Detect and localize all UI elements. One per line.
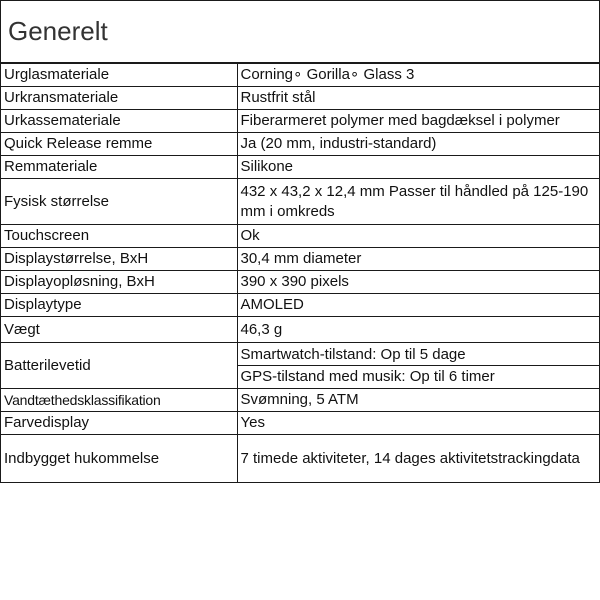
spec-value: GPS-tilstand med musik: Op til 6 timer [238,365,600,387]
table-row [1,389,599,412]
spec-label: Batterilevetid [1,343,237,389]
spec-label: Remmateriale [1,156,237,179]
spec-value: Silikone [237,156,599,179]
spec-value: 432 x 43,2 x 12,4 mm Passer til håndled på 125-190 mm i omkreds [237,179,599,225]
spec-value: Rustfrit stål [237,87,599,110]
spec-table [1,63,599,483]
spec-label: Fysisk størrelse [1,179,237,225]
table-row [1,435,599,483]
spec-label: Quick Release remme [1,133,237,156]
spec-value: 7 timede aktiviteter, 14 dages aktivitetstrackingdata [237,435,599,483]
table-row [1,179,599,225]
spec-value: 390 x 390 pixels [237,271,599,294]
spec-value: Ja (20 mm, industri-standard) [237,133,599,156]
spec-value: AMOLED [237,294,599,317]
spec-label: Urkransmateriale [1,87,237,110]
table-row [1,64,599,87]
spec-label: Vægt [1,317,237,343]
spec-value: Yes [237,412,599,435]
section-title: Generelt [1,1,599,63]
table-row [1,87,599,110]
spec-label: Indbygget hukommelse [1,435,237,483]
table-row [1,271,599,294]
spec-label: Urkassemateriale [1,110,237,133]
spec-label: Displaytype [1,294,237,317]
spec-label: Displaystørrelse, BxH [1,248,237,271]
table-row [1,156,599,179]
table-row [1,248,599,271]
table-row [1,294,599,317]
table-row [1,412,599,435]
table-row [1,110,599,133]
spec-value: Smartwatch-tilstand: Op til 5 dage [240,346,466,363]
spec-label: Displayopløsning, BxH [1,271,237,294]
spec-value: 30,4 mm diameter [237,248,599,271]
spec-value: Fiberarmeret polymer med bagdæksel i polymer [237,110,599,133]
table-row [1,343,599,389]
spec-label: Farvedisplay [1,412,237,435]
spec-label: Vandtæthedsklassifikation [1,389,237,412]
spec-label: Touchscreen [1,225,237,248]
table-row [1,225,599,248]
table-row [1,317,599,343]
table-row [1,133,599,156]
spec-value: Corning∘ Gorilla∘ Glass 3 [237,64,599,87]
spec-value: 46,3 g [237,317,599,343]
spec-label: Urglasmateriale [1,64,237,87]
spec-value-group [237,343,599,389]
spec-value: Svømning, 5 ATM [237,389,599,412]
spec-value: Ok [237,225,599,248]
